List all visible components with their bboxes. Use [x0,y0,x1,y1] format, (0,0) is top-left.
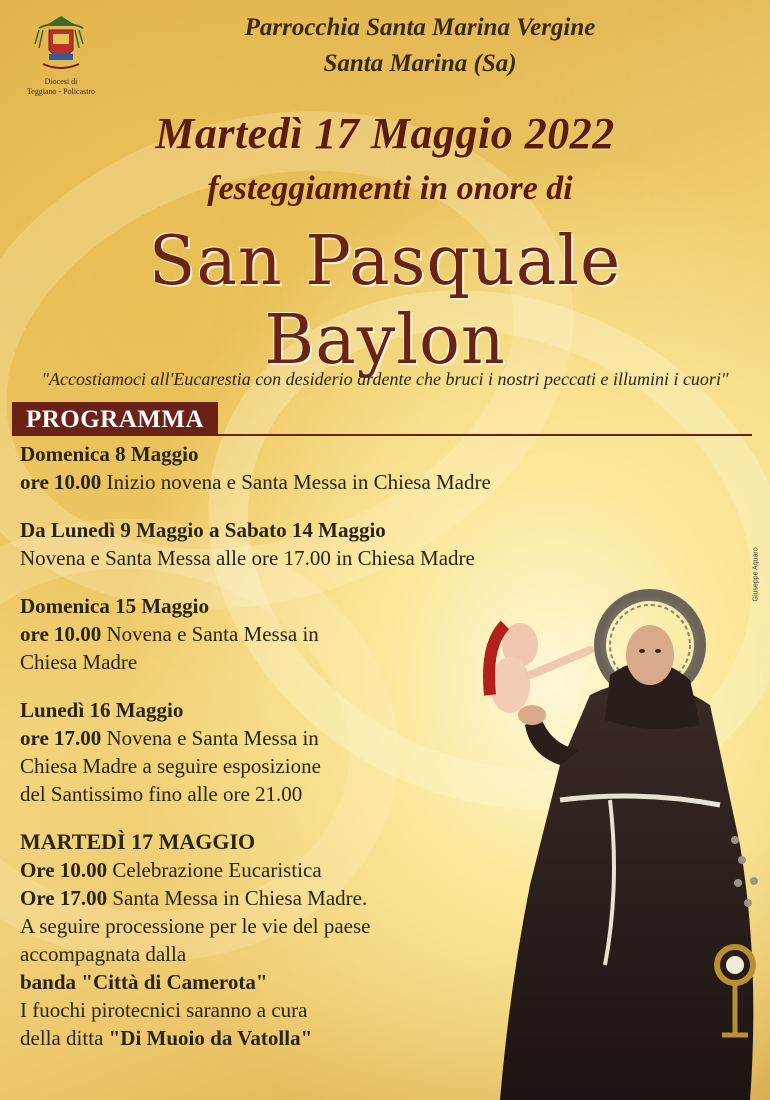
event-description: Chiesa Madre [20,650,138,674]
program-event-main [20,828,480,1052]
event-description: A seguire processione per le vie del paese [20,914,371,938]
event-description: Chiesa Madre a seguire esposizione [20,754,321,778]
programma-label: PROGRAMMA [12,402,218,436]
event-time: Ore 17.00 [20,886,108,910]
fireworks-company: "Di Muoio da Vatolla" [108,1026,313,1050]
program-schedule [20,440,491,1052]
event-description: della ditta [20,1026,104,1050]
event-description: I fuochi pirotecnici saranno a cura [20,998,308,1022]
programma-divider [12,434,752,436]
saint-name: San Pasquale Baylon [148,222,622,380]
program-event [20,696,480,808]
photo-credit-text: Giuseppe Aquaro [752,547,760,602]
event-description: Novena e Santa Messa in [106,726,319,750]
quote: "Accostiamoci all'Eucarestia con desiderio ardente che bruci i nostri peccati e illumini i cuori" [41,369,729,389]
coat-of-arms-icon [31,14,91,76]
event-description: Novena e Santa Messa in [106,622,319,646]
band-label: banda [20,970,77,994]
event-description: del Santissimo fino alle ore 21.00 [20,782,303,806]
event-description: Inizio novena e Santa Messa in Chiesa Madre [106,470,491,494]
event-description: accompagnata dalla [20,942,187,966]
diocese-coat-of-arms [26,14,96,96]
event-day: Lunedì 16 Maggio [20,698,184,722]
event-day: MARTEDÌ 17 MAGGIO [20,829,256,854]
program-event [20,592,480,676]
event-description: Celebrazione Eucaristica [112,858,322,882]
event-subtitle: festeggiamenti in onore di [207,170,573,207]
event-time: ore 17.00 [20,726,102,750]
diocese-caption-1: Diocesi di [44,77,78,86]
event-time: Ore 10.00 [20,858,108,882]
event-description: Novena e Santa Messa alle ore 17.00 in Chiesa Madre [20,546,475,570]
event-time: ore 10.00 [20,622,102,646]
event-day: Da Lunedì 9 Maggio a Sabato 14 Maggio [20,518,386,542]
event-time: ore 10.00 [20,470,102,494]
band-name: "Città di Camerota" [81,970,268,994]
event-day: Domenica 15 Maggio [20,594,209,618]
event-date: Martedì 17 Maggio 2022 [155,109,615,158]
parish-place: Santa Marina (Sa) [323,50,517,77]
saint-statue-image [470,585,770,1100]
program-event [20,440,491,496]
parish-name: Parrocchia Santa Marina Vergine [244,14,596,41]
event-description: Santa Messa in Chiesa Madre. [112,886,368,910]
event-day: Domenica 8 Maggio [20,442,199,466]
diocese-caption-2: Teggiano - Policastro [26,87,96,96]
program-event [20,516,480,572]
